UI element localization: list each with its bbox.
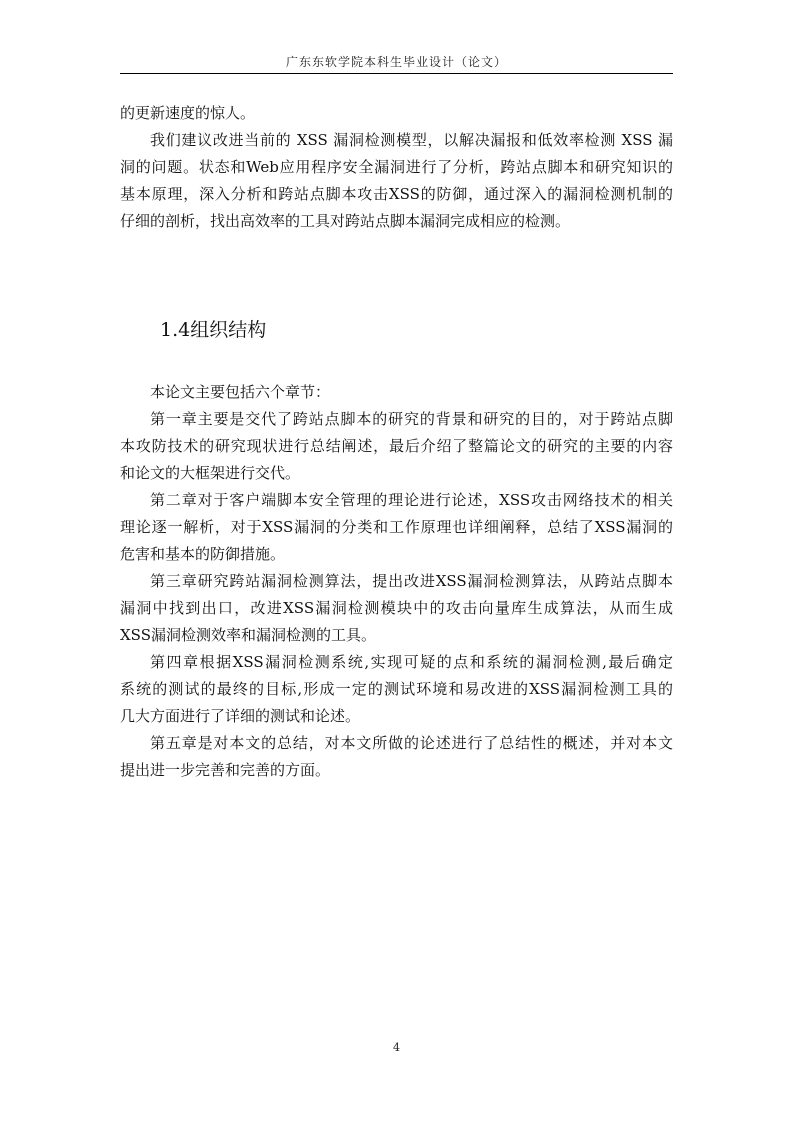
- text-line: 的更新速度的惊人。: [120, 104, 256, 122]
- text-line: 提出进一步完善和完善的方面。: [120, 761, 331, 779]
- text-line: 我们建议改进当前的 XSS 漏洞检测模型，以解决漏报和低效率检测 XSS 漏: [150, 131, 673, 149]
- page-number: 4: [393, 1041, 400, 1054]
- text-line: 危害和基本的防御措施。: [120, 545, 286, 563]
- text-line: 第五章是对本文的总结，对本文所做的论述进行了总结性的概述，并对本文: [150, 734, 673, 752]
- header-divider: [120, 73, 673, 74]
- text-line: 第一章主要是交代了跨站点脚本的研究的背景和研究的目的，对于跨站点脚: [150, 410, 673, 428]
- text-line: 本攻防技术的研究现状进行总结阐述，最后介绍了整篇论文的研究的主要的内容: [120, 437, 673, 455]
- text-line: 系统的测试的最终的目标,形成一定的测试环境和易改进的XSS漏洞检测工具的: [120, 680, 673, 698]
- text-line: 第四章根据XSS漏洞检测系统,实现可疑的点和系统的漏洞检测,最后确定: [150, 653, 673, 671]
- text-line: 漏洞中找到出口，改进XSS漏洞检测模块中的攻击向量库生成算法，从而生成: [120, 599, 673, 617]
- text-line: 第二章对于客户端脚本安全管理的理论进行论述，XSS攻击网络技术的相关: [150, 491, 673, 509]
- text-line: 和论文的大框架进行交代。: [120, 464, 301, 482]
- text-line: 仔细的剖析，找出高效率的工具对跨站点脚本漏洞完成相应的检测。: [120, 212, 571, 230]
- text-line: 基本原理，深入分析和跨站点脚本攻击XSS的防御，通过深入的漏洞检测机制的: [120, 185, 673, 203]
- text-line: XSS漏洞检测效率和漏洞检测的工具。: [120, 626, 376, 644]
- text-line: 几大方面进行了详细的测试和论述。: [120, 707, 361, 725]
- text-line: 理论逐一解析，对于XSS漏洞的分类和工作原理也详细阐释，总结了XSS漏洞的: [120, 518, 673, 536]
- section-heading: 1.4组织结构: [160, 319, 267, 341]
- text-line: 洞的问题。状态和Web应用程序安全漏洞进行了分析，跨站点脚本和研究知识的: [120, 158, 673, 176]
- text-line: 第三章研究跨站漏洞检测算法，提出改进XSS漏洞检测算法，从跨站点脚本: [150, 572, 673, 590]
- text-line: 本论文主要包括六个章节：: [150, 383, 331, 401]
- header-title: 广东东软学院本科生毕业设计（论文）: [285, 55, 507, 69]
